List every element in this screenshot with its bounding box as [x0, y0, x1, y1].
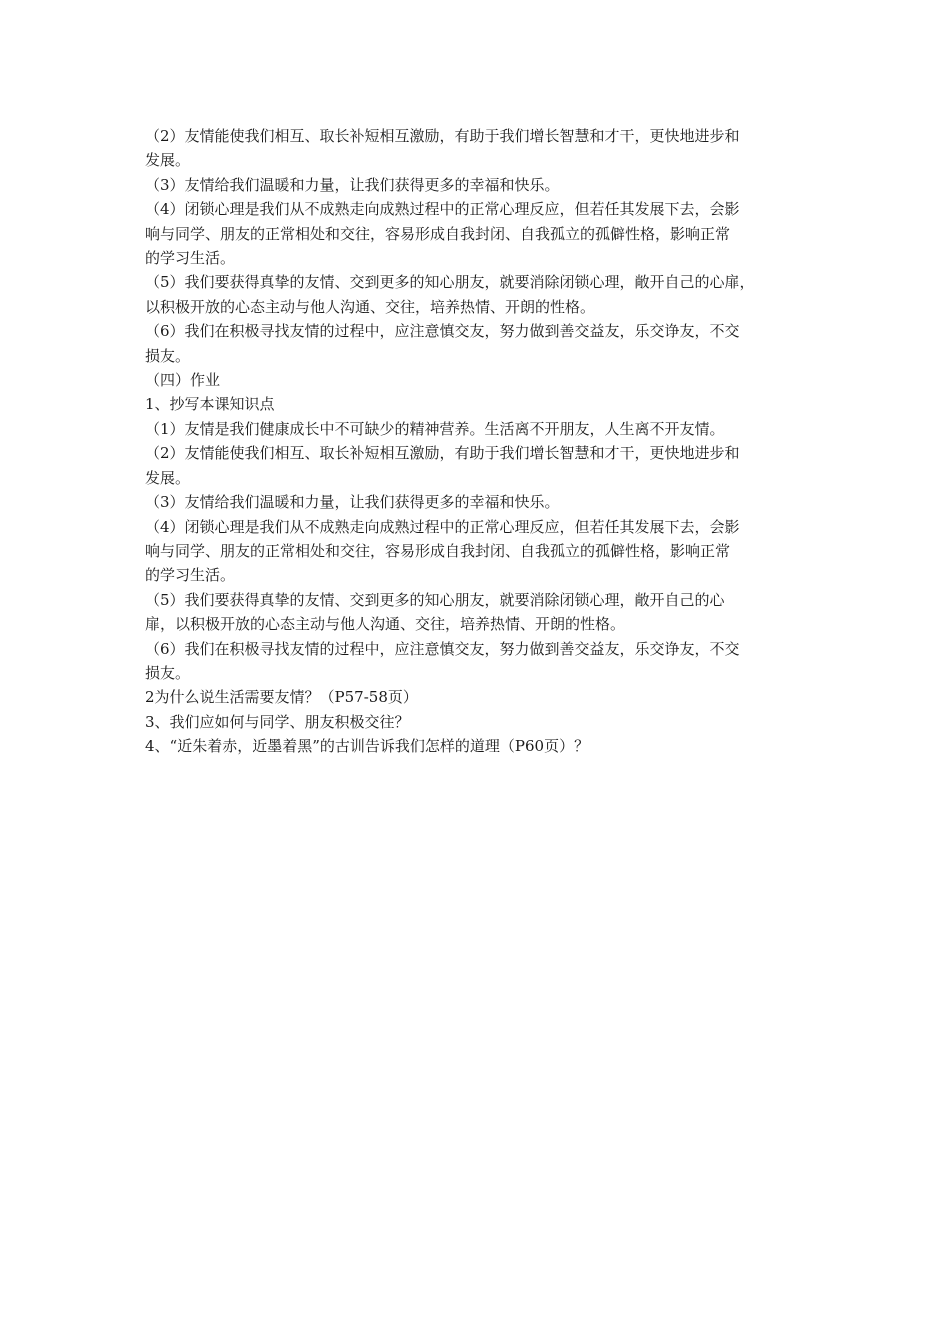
text-line: 4、“近朱着赤，近墨着黑”的古训告诉我们怎样的道理（P60页）？ — [145, 737, 590, 756]
text-line: （5）我们要获得真挚的友情、交到更多的知心朋友，就要消除闭锁心理，敞开自己的心扉， — [145, 273, 755, 292]
text-line: 发展。 — [145, 468, 191, 487]
knowledge-point-2 — [145, 441, 817, 490]
text-line: （6）我们在积极寻找友情的过程中，应注意慎交友，努力做到善交益友，乐交诤友，不交 — [145, 639, 740, 658]
text-line: 损友。 — [145, 346, 191, 365]
text-line: （2）友情能使我们相互、取长补短相互激励，有助于我们增长智慧和才干，更快地进步和 — [145, 444, 740, 463]
text-line: 的学习生活。 — [145, 566, 236, 585]
paragraph-friendship-point-5 — [145, 270, 817, 319]
homework-item-1 — [145, 392, 817, 416]
text-line: 损友。 — [145, 663, 191, 682]
document-body — [145, 124, 817, 759]
section-heading-homework — [145, 368, 817, 392]
knowledge-point-5 — [145, 588, 817, 637]
knowledge-point-3 — [145, 490, 817, 514]
paragraph-friendship-point-3 — [145, 173, 817, 197]
text-line: 1、抄写本课知识点 — [145, 395, 275, 414]
text-line: （5）我们要获得真挚的友情、交到更多的知心朋友，就要消除闭锁心理，敞开自己的心 — [145, 590, 725, 609]
knowledge-point-1 — [145, 417, 817, 441]
text-line: （1）友情是我们健康成长中不可缺少的精神营养。生活离不开朋友，人生离不开友情。 — [145, 419, 725, 438]
homework-item-2 — [145, 685, 817, 709]
text-line: 发展。 — [145, 151, 191, 170]
text-line: （2）友情能使我们相互、取长补短相互激励，有助于我们增长智慧和才干，更快地进步和 — [145, 127, 740, 145]
text-line: 3、我们应如何与同学、朋友积极交往？ — [145, 712, 410, 731]
text-line: （6）我们在积极寻找友情的过程中，应注意慎交友，努力做到善交益友，乐交诤友，不交 — [145, 322, 740, 341]
homework-item-4 — [145, 734, 817, 758]
text-line: 响与同学、朋友的正常相处和交往，容易形成自我封闭、自我孤立的孤僻性格，影响正常 — [145, 224, 731, 243]
knowledge-point-6 — [145, 637, 817, 686]
text-line: 扉，以积极开放的心态主动与他人沟通、交往，培养热情、开朗的性格。 — [145, 615, 626, 634]
text-line: 以积极开放的心态主动与他人沟通、交往，培养热情、开朗的性格。 — [145, 297, 596, 316]
text-line: （4）闭锁心理是我们从不成熟走向成熟过程中的正常心理反应，但若任其发展下去，会影 — [145, 517, 740, 536]
knowledge-point-4 — [145, 515, 817, 588]
text-line: 2为什么说生活需要友情？（P57-58页） — [145, 688, 418, 707]
text-line: （4）闭锁心理是我们从不成熟走向成熟过程中的正常心理反应，但若任其发展下去，会影 — [145, 200, 740, 219]
paragraph-friendship-point-2 — [145, 124, 817, 173]
paragraph-friendship-point-4 — [145, 197, 817, 270]
text-line: （四）作业 — [145, 371, 221, 390]
homework-item-3 — [145, 710, 817, 734]
text-line: 响与同学、朋友的正常相处和交往，容易形成自我封闭、自我孤立的孤僻性格，影响正常 — [145, 541, 731, 560]
text-line: （3）友情给我们温暖和力量，让我们获得更多的幸福和快乐。 — [145, 493, 560, 512]
paragraph-friendship-point-6 — [145, 319, 817, 368]
text-line: 的学习生活。 — [145, 249, 236, 268]
text-line: （3）友情给我们温暖和力量，让我们获得更多的幸福和快乐。 — [145, 175, 560, 194]
